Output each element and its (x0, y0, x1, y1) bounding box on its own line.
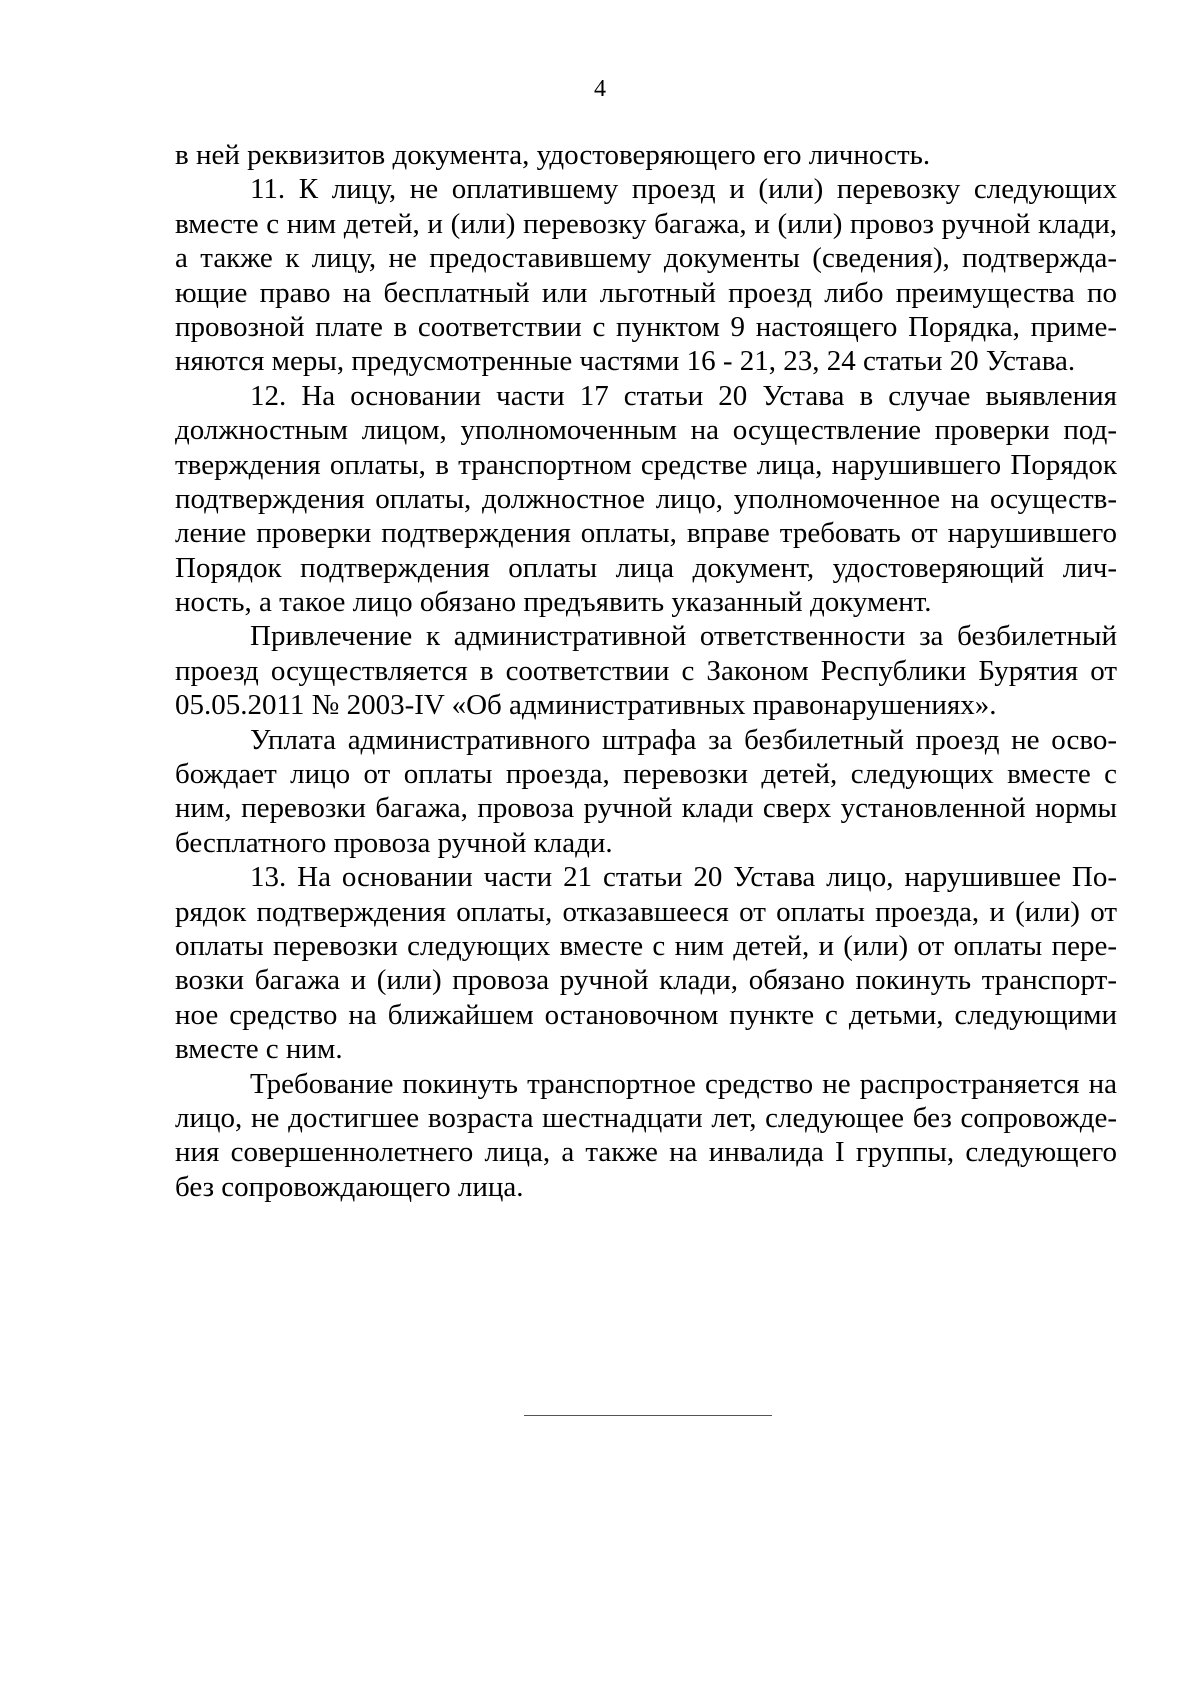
text-line: в ней реквизитов документа, удостоверяющего его личность. (175, 139, 931, 171)
text-line: 11. К лицу, не оплатившему проезд и (или) перевозку следующих (250, 173, 1117, 206)
text-line: Требование покинуть транспортное средство не распространяется на (250, 1067, 1117, 1100)
text-line: Уплата административного штрафа за безбилетный проезд не осво- (250, 723, 1117, 756)
text-line: подтверждения оплаты, должностное лицо, уполномоченное на осуществ- (175, 482, 1117, 515)
text-line: няются меры, предусмотренные частями 16 - 21, 23, 24 статьи 20 Устава. (175, 345, 1076, 378)
text-line: оплаты перевозки следующих вместе с ним детей, и (или) от оплаты пере- (175, 929, 1117, 962)
text-line: тверждения оплаты, в транспортном средстве лица, нарушившего Порядок (175, 448, 1117, 481)
text-line: ление проверки подтверждения оплаты, вправе требовать от нарушившего (175, 517, 1117, 550)
text-line: проезд осуществляется в соответствии с Законом Республики Бурятия от (175, 654, 1117, 687)
text-line: должностным лицом, уполномоченным на осуществление проверки под- (175, 414, 1117, 447)
text-line: а также к лицу, не предоставившему документы (сведения), подтвержда- (175, 242, 1117, 275)
text-line: Привлечение к административной ответственности за безбилетный (250, 620, 1117, 653)
text-line: провозной плате в соответствии с пунктом 9 настоящего Порядка, приме- (175, 310, 1117, 343)
text-line: бесплатного провоза ручной клади. (175, 826, 613, 859)
page-number: 4 (594, 76, 606, 102)
text-line: вместе с ним. (175, 1033, 343, 1066)
text-line: без сопровождающего лица. (175, 1170, 524, 1203)
text-line: ним, перевозки багажа, провоза ручной клади сверх установленной нормы (175, 792, 1117, 825)
text-line: 12. На основании части 17 статьи 20 Устава в случае выявления (250, 379, 1117, 412)
text-line: рядок подтверждения оплаты, отказавшееся от оплаты проезда, и (или) от (175, 895, 1117, 928)
end-separator-line (524, 1415, 772, 1416)
text-line: Порядок подтверждения оплаты лица документ, удостоверяющий лич- (175, 551, 1117, 584)
text-line: ность, а такое лицо обязано предъявить указанный документ. (175, 586, 932, 619)
text-line: возки багажа и (или) провоза ручной клади, обязано покинуть транспорт- (175, 964, 1117, 997)
text-line: бождает лицо от оплаты проезда, перевозки детей, следующих вместе с (175, 758, 1117, 791)
text-line: ния совершеннолетнего лица, а также на инвалида I группы, следующего (175, 1136, 1117, 1169)
text-line: 13. На основании части 21 статьи 20 Устава лицо, нарушившее По- (250, 861, 1117, 894)
text-line: ющие право на бесплатный или льготный проезд либо преимущества по (175, 276, 1117, 309)
text-line: вместе с ним детей, и (или) перевозку багажа, и (или) провоз ручной клади, (175, 207, 1117, 240)
text-line: 05.05.2011 № 2003-IV «Об административных правонарушениях». (175, 689, 997, 722)
text-line: ное средство на ближайшем остановочном пункте с детьми, следующими (175, 998, 1117, 1031)
document-body (175, 138, 1117, 1204)
text-line: лицо, не достигшее возраста шестнадцати лет, следующее без сопровожде- (175, 1101, 1117, 1134)
